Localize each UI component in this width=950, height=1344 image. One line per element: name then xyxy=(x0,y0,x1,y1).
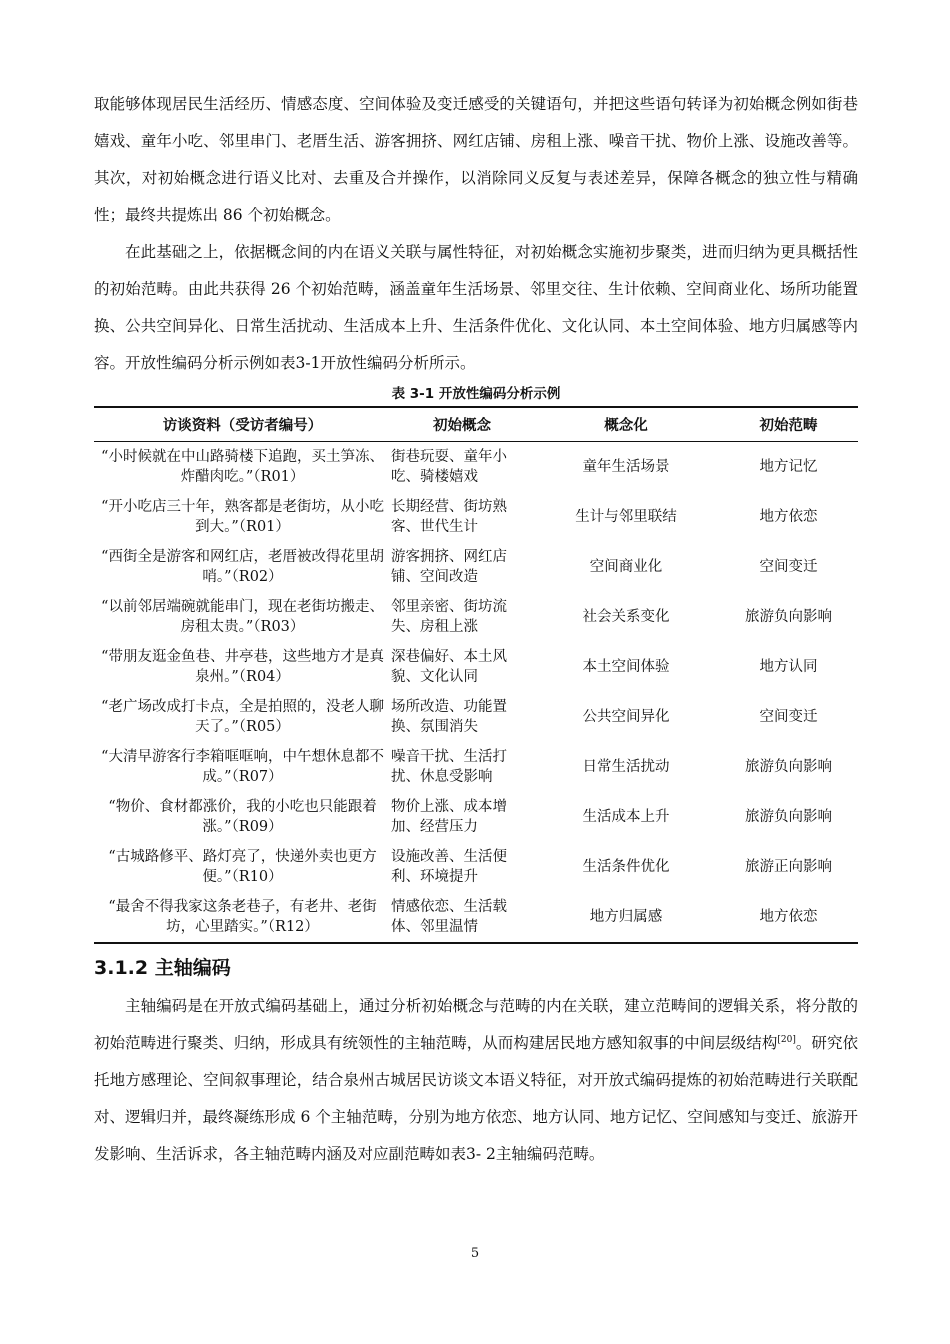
initial-category-cell: 旅游负向影响 xyxy=(745,759,832,775)
initial-concept-cell: 情感依恋、生活载体、邻里温情 xyxy=(391,892,533,943)
header-initial-concept: 初始概念 xyxy=(391,407,533,442)
initial-concept-cell: 长期经营、街坊熟客、世代生计 xyxy=(391,499,507,535)
table-row xyxy=(94,892,858,943)
conceptualization-cell: 本土空间体验 xyxy=(582,659,670,675)
page-number: 5 xyxy=(470,1246,480,1261)
initial-concept-cell: 场所改造、功能置换、氛围消失 xyxy=(391,699,507,735)
initial-concept-cell: 物价上涨、成本增加、经营压力 xyxy=(391,799,507,835)
quote-cell: “最舍不得我家这条老巷子，有老井、老街坊，心里踏实。”（R12） xyxy=(94,892,391,943)
table-header-row xyxy=(94,407,858,442)
initial-category-cell: 旅游负向影响 xyxy=(745,609,832,625)
conceptualization-cell: 日常生活扰动 xyxy=(582,759,670,775)
initial-category-cell: 地方依恋 xyxy=(759,509,818,525)
table-row xyxy=(94,792,858,842)
initial-category-cell: 空间变迁 xyxy=(759,559,818,575)
table-row xyxy=(94,642,858,692)
table-row xyxy=(94,842,858,892)
initial-concept-cell: 噪音干扰、生活打扰、休息受影响 xyxy=(391,749,507,785)
conceptualization-cell: 生活条件优化 xyxy=(582,859,670,875)
open-coding-table xyxy=(94,406,858,944)
initial-category-cell: 空间变迁 xyxy=(759,709,818,725)
conceptualization-cell: 生计与邻里联结 xyxy=(575,509,677,525)
header-conceptualization: 概念化 xyxy=(533,407,719,442)
paragraph-3 xyxy=(94,988,858,1173)
quote-cell: “西街全是游客和网红店，老厝被改得花里胡哨。”（R02） xyxy=(101,549,384,585)
quote-cell: “古城路修平、路灯亮了，快递外卖也更方便。”（R10） xyxy=(108,849,377,885)
conceptualization-cell: 生活成本上升 xyxy=(582,809,670,825)
header-interview: 访谈资料（受访者编号） xyxy=(94,407,391,442)
conceptualization-cell: 社会关系变化 xyxy=(582,609,670,625)
header-initial-category: 初始范畴 xyxy=(719,407,858,442)
initial-category-cell: 地方依恋 xyxy=(719,892,858,943)
paragraph-3-text-a: 主轴编码是在开放式编码基础上，通过分析初始概念与范畴的内在关联，建立范畴间的逻辑关系，将分散的初始范畴进行聚类、归纳，形成具有统领性的主轴范畴，从而构建居民地方感知叙事的中间层级结构 xyxy=(94,997,858,1052)
initial-concept-cell: 街巷玩耍、童年小吃、骑楼嬉戏 xyxy=(391,449,507,485)
initial-category-cell: 旅游正向影响 xyxy=(745,859,832,875)
initial-concept-cell: 邻里亲密、街坊流失、房租上涨 xyxy=(391,599,507,635)
table-row xyxy=(94,742,858,792)
quote-cell: “带朋友逛金鱼巷、井亭巷，这些地方才是真泉州。”（R04） xyxy=(101,649,384,685)
initial-category-cell: 地方记忆 xyxy=(759,459,818,475)
conceptualization-cell: 公共空间异化 xyxy=(582,709,670,725)
quote-cell: “以前邻居端碗就能串门，现在老街坊搬走、房租太贵。”（R03） xyxy=(101,599,384,635)
initial-concept-cell: 深巷偏好、本土风貌、文化认同 xyxy=(391,649,507,685)
quote-cell: “老广场改成打卡点，全是拍照的，没老人聊天了。”（R05） xyxy=(101,699,384,735)
table-row xyxy=(94,692,858,742)
quote-cell: “小时候就在中山路骑楼下追跑，买土笋冻、炸醋肉吃。”（R01） xyxy=(101,449,384,485)
initial-category-cell: 地方认同 xyxy=(759,659,818,675)
paragraph-2: 在此基础之上，依据概念间的内在语义关联与属性特征，对初始概念实施初步聚类，进而归纳为更具概括性的初始范畴。由此共获得 26 个初始范畴，涵盖童年生活场景、邻里交往、生计依赖、空间商业化、场所功能置换、公共空间异化、日常生活扰动、生活成本上升、生活条件优化、文化认同、本土空间体验、地方归属感等内容。开放性编码分析示例如表3-1开放性编码分析所示。 xyxy=(94,243,858,372)
quote-cell: “大清早游客行李箱哐哐响，中午想休息都不成。”（R07） xyxy=(101,749,384,785)
initial-concept-cell: 游客拥挤、网红店铺、空间改造 xyxy=(391,549,507,585)
section-heading: 3.1.2 主轴编码 xyxy=(94,957,231,979)
citation-ref: [20] xyxy=(777,1034,796,1045)
conceptualization-cell: 地方归属感 xyxy=(533,892,719,943)
table-row xyxy=(94,592,858,642)
table-row xyxy=(94,542,858,592)
initial-concept-cell: 设施改善、生活便利、环境提升 xyxy=(391,849,507,885)
table-row xyxy=(94,492,858,542)
paragraph-3-text-b: 。研究依托地方感理论、空间叙事理论，结合泉州古城居民访谈文本语义特征，对开放式编码提炼的初始范畴进行关联配对、逻辑归并，最终凝练形成 6 个主轴范畴，分别为地方依恋、地方认同、地方记忆、空间感知与变迁、旅游开发影响、生活诉求，各主轴范畴内涵及对应副范畴如表3- 2主轴编码范畴。 xyxy=(94,1034,858,1163)
initial-category-cell: 旅游负向影响 xyxy=(745,809,832,825)
quote-cell: “开小吃店三十年，熟客都是老街坊，从小吃到大。”（R01） xyxy=(101,499,384,535)
paragraph-1: 取能够体现居民生活经历、情感态度、空间体验及变迁感受的关键语句，并把这些语句转译为初始概念例如街巷嬉戏、童年小吃、邻里串门、老厝生活、游客拥挤、网红店铺、房租上涨、噪音干扰、物价上涨、设施改善等。其次，对初始概念进行语义比对、去重及合并操作，以消除同义反复与表述差异，保障各概念的独立性与精确性；最终共提炼出 86 个初始概念。 xyxy=(94,95,858,224)
conceptualization-cell: 童年生活场景 xyxy=(582,459,670,475)
table-caption: 表 3-1 开放性编码分析示例 xyxy=(391,386,561,402)
table-row xyxy=(94,442,858,493)
table-body xyxy=(94,442,858,944)
conceptualization-cell: 空间商业化 xyxy=(589,559,663,575)
quote-cell: “物价、食材都涨价，我的小吃也只能跟着涨。”（R09） xyxy=(108,799,377,835)
